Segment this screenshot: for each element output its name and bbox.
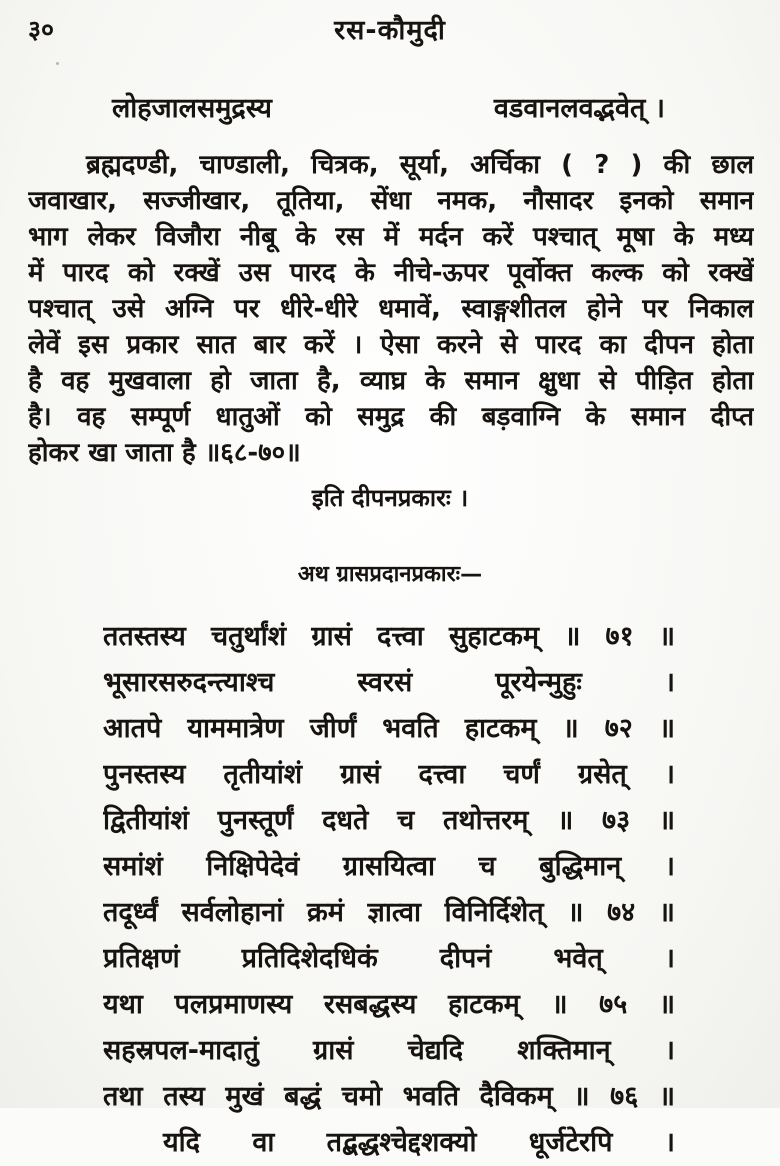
prose-paragraph [28,147,754,471]
paragraph-line: है वह मुखवाला हो जाता है, व्याघ्र के समान क्षुधा से पीड़ित होता [28,366,754,396]
verse-line: यथा पलप्रमाणस्य रसबद्धस्य हाटकम् ॥ ७५ ॥ [103,989,675,1020]
opening-verse-left: लोहजालसमुद्रस्य [112,93,272,124]
paragraph-line: ब्रह्मदण्डी, चाण्डाली, चित्रक, सूर्या, अर्चिका ( ? ) की छाल [86,150,754,180]
paragraph-line: पश्चात् उसे अग्नि पर धीरे-धीरे धमावें, स्वाङ्गशीतल होने पर निकाल [28,294,754,324]
verse-line: प्रतिक्षणं प्रतिदिशेदधिकं दीपनं भवेत् । [103,943,675,974]
verse-block [103,614,675,1166]
opening-verse-right: वडवानलवद्भवेत् । [493,93,665,124]
opening-verse-line [112,88,665,125]
verse-line: समांशं निक्षिपेदेवं ग्रासयित्वा च बुद्धिमान् । [103,851,675,882]
verse-line: सहस्रपल-मादातुं ग्रासं चेद्यदि शक्तिमान् । [103,1035,675,1066]
verse-line: तथा तस्य मुखं बद्धं चमो भवति दैविकम् ॥ ७६ ॥ [103,1081,675,1112]
verse-line: ततस्तस्य चतुर्थांशं ग्रासं दत्त्वा सुहाटकम् ॥ ७१ ॥ [103,621,675,652]
paragraph-line: में पारद को रक्खें उस पारद के नीचे-ऊपर पूर्वोक्त कल्क को रक्खें [28,258,754,288]
verse-line: भूसारसरुदन्त्याश्च स्वरसं पूरयेन्मुहुः । [103,667,675,698]
verse-line: तदूर्ध्वं सर्वलोहानां क्रमं ज्ञात्वा विनिर्दिशेत् ॥ ७४ ॥ [103,897,675,928]
paragraph-line: लेवें इस प्रकार सात बार करें । ऐसा करने से पारद का दीपन होता [28,330,754,360]
page-number: ३० [28,15,55,44]
verse-line: यदि वा तद्बद्धश्चेद्दशक्यो धूर्जटेरपि । [163,1127,675,1158]
section-end-title: इति दीपनप्रकारः । [311,484,469,512]
scan-artifact [56,62,59,65]
paragraph-line: होकर खा जाता है ॥६८-७०॥ [28,438,301,468]
book-title: रस-कौमुदी [334,15,446,46]
paragraph-line: जवाखार, सज्जीखार, तूतिया, सेंधा नमक, नौसादर इनको समान [28,186,754,216]
section-heading: अथ ग्रासप्रदानप्रकारः— [297,562,483,587]
page-header [0,10,780,54]
verse-line: पुनस्तस्य तृतीयांशं ग्रासं दत्त्वा चर्णं ग्रसेत् । [103,759,675,790]
verse-line: द्वितीयांशं पुनस्तूर्णं दधते च तथोत्तरम् ॥ ७३ ॥ [103,805,675,836]
paragraph-line: है। वह सम्पूर्ण धातुओं को समुद्र की बड़वाग्नि के समान दीप्त [28,402,754,432]
paragraph-line: भाग लेकर विजौरा नीबू के रस में मर्दन करें पश्चात् मूषा के मध्य [28,222,754,252]
verse-line: आतपे याममात्रेण जीर्णं भवति हाटकम् ॥ ७२ ॥ [103,713,675,744]
